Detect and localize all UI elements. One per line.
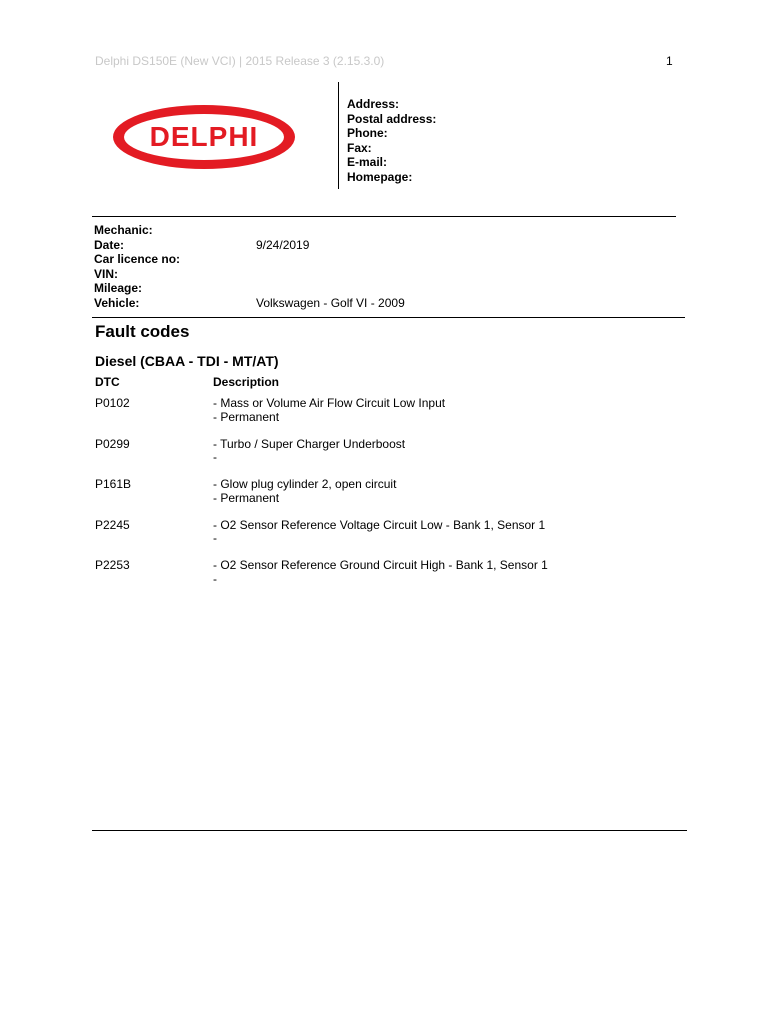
info-row-vehicle — [94, 296, 405, 311]
dtc-code: P0299 — [95, 436, 130, 451]
table-row — [95, 559, 548, 600]
dtc-description: - Mass or Volume Air Flow Circuit Low Input — [213, 396, 446, 410]
dtc-status: - — [213, 450, 217, 464]
table-row — [95, 478, 548, 519]
info-row-mileage — [94, 281, 405, 296]
logo-text: DELPHI — [149, 121, 259, 152]
fax-label: Fax: — [347, 140, 372, 155]
table-row — [95, 519, 548, 560]
dtc-status: - Permanent — [213, 490, 280, 505]
info-row-licence — [94, 252, 405, 267]
info-row-vin — [94, 267, 405, 282]
homepage-label: Homepage: — [347, 169, 413, 184]
postal-address-label: Postal address: — [347, 111, 437, 126]
description-column-header: Description — [213, 375, 280, 389]
info-value: Volkswagen - Golf VI - 2009 — [256, 295, 405, 310]
phone-label: Phone: — [347, 126, 388, 140]
dtc-description-cell — [213, 559, 548, 600]
info-label: Date: — [94, 237, 125, 252]
table-header — [95, 375, 548, 397]
delphi-logo — [112, 104, 296, 170]
system-title: Diesel (CBAA - TDI - MT/AT) — [95, 353, 279, 369]
dtc-column-header: DTC — [95, 375, 120, 389]
dtc-description: - O2 Sensor Reference Ground Circuit High - Bank 1, Sensor 1 — [213, 558, 548, 572]
info-label: VIN: — [94, 266, 118, 281]
info-row-date — [94, 238, 405, 253]
info-row-mechanic — [94, 223, 405, 238]
table-row — [95, 397, 548, 438]
header-vertical-divider — [338, 82, 339, 189]
dtc-status: - Permanent — [213, 409, 280, 424]
dtc-status: - — [213, 571, 217, 586]
info-value: 9/24/2019 — [256, 237, 310, 252]
info-label: Vehicle: — [94, 295, 140, 310]
dtc-code: P2245 — [95, 517, 130, 532]
dtc-description-cell — [213, 397, 445, 438]
dtc-code: P161B — [95, 477, 132, 491]
email-label: E-mail: — [347, 155, 388, 169]
dtc-description: - Glow plug cylinder 2, open circuit — [213, 477, 397, 491]
fault-codes-table — [95, 375, 548, 600]
dtc-code: P2253 — [95, 558, 130, 572]
fault-codes-title: Fault codes — [95, 322, 190, 341]
dtc-description: - Turbo / Super Charger Underboost — [213, 436, 406, 451]
dtc-description-cell — [213, 478, 396, 519]
dtc-description-cell — [213, 438, 405, 479]
dtc-status: - — [213, 531, 217, 545]
contact-block — [347, 97, 436, 184]
info-label: Car licence no: — [94, 252, 181, 267]
vehicle-info — [94, 223, 405, 311]
table-row — [95, 438, 548, 479]
report-header: Delphi DS150E (New VCI) | 2015 Release 3 (2.15.3.0) — [95, 54, 385, 68]
dtc-code: P0102 — [95, 396, 130, 410]
info-label: Mechanic: — [94, 223, 153, 237]
dtc-description: - O2 Sensor Reference Voltage Circuit Low - Bank 1, Sensor 1 — [213, 517, 546, 532]
header-divider — [92, 216, 676, 217]
info-label: Mileage: — [94, 281, 143, 296]
page-number: 1 — [666, 54, 673, 68]
address-label: Address: — [347, 97, 400, 111]
info-divider — [92, 317, 685, 318]
dtc-description-cell — [213, 519, 545, 560]
footer-divider — [92, 830, 687, 831]
